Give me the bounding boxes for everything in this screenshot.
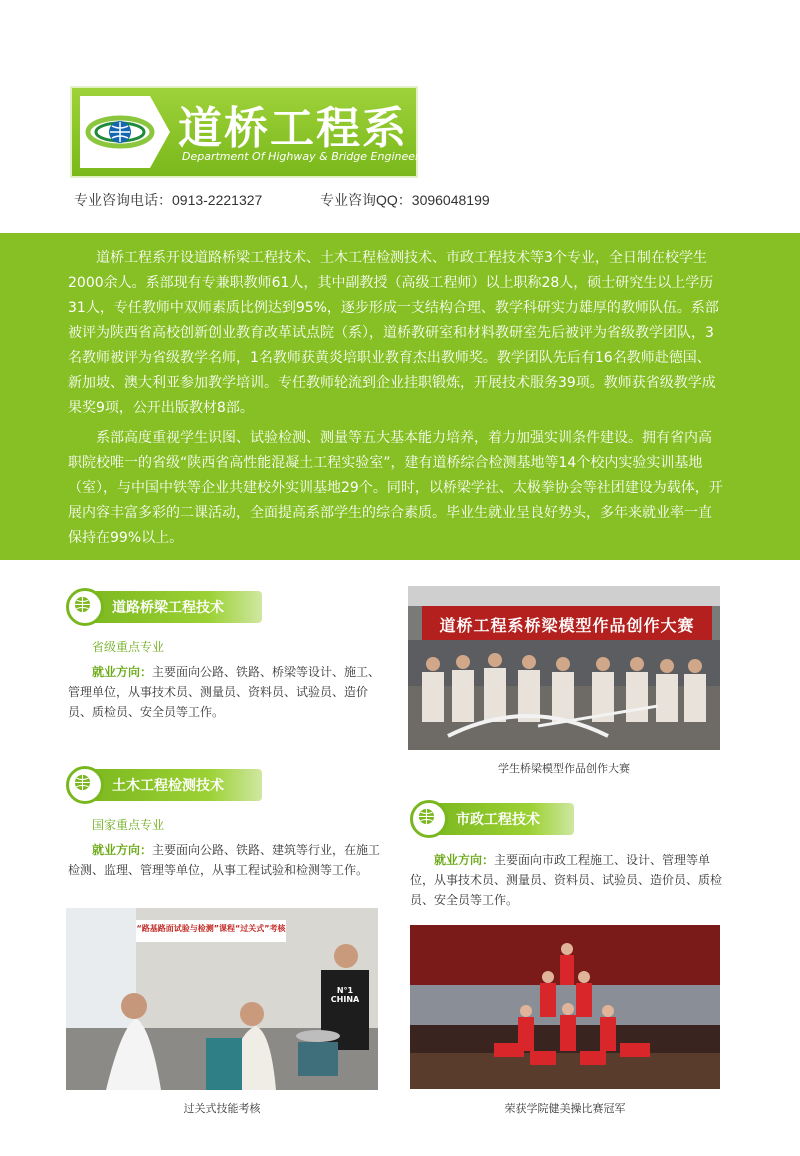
major-employment xyxy=(68,662,384,722)
employment-text: 主要面向公路、铁路、建筑等行业，在施工检测、监理、管理等单位，从事工程试验和检测等工作。 xyxy=(68,843,381,877)
major-header-municipal xyxy=(410,800,574,838)
intro-section xyxy=(0,233,800,560)
photo-lab-assessment xyxy=(66,908,378,1090)
major-employment xyxy=(68,840,384,880)
globe-icon xyxy=(66,588,104,626)
contact-phone: 专业咨询电话：0913-2221327 xyxy=(74,192,263,208)
aerobics-stage-scene xyxy=(410,925,720,1089)
logo-subtitle: Department Of Highway & Bridge Engineering xyxy=(182,150,437,163)
major-title: 市政工程技术 xyxy=(456,812,540,828)
globe-icon xyxy=(410,800,448,838)
globe-icon xyxy=(66,766,104,804)
globe-swoosh-icon xyxy=(80,96,172,168)
caption-bridge-contest: 学生桥梁模型作品创作大赛 xyxy=(498,762,630,775)
lab-banner-text: “路基路面试验与检测”课程“过关式”考核 xyxy=(136,924,286,933)
major-title: 道路桥梁工程技术 xyxy=(112,600,224,616)
department-logo xyxy=(70,86,437,178)
major-title: 土木工程检测技术 xyxy=(112,778,224,794)
major-header-civil-testing xyxy=(66,766,262,804)
intro-paragraph-2: 系部高度重视学生识图、试验检测、测量等五大基本能力培养，着力加强实训条件建设。拥有省内高职院校唯一的省级“陕西省高性能混凝土工程实验室”，建有道桥综合检测基地等14个校内实验实训基地（室），与中国中铁等企业共建校外实训基地29个。同时，以桥梁学社、太极拳协会等社团建设为载体，开展内容丰富多彩的二课活动，全面提高系部学生的综合素质。毕业生就业呈良好势头，多年来就业率一直保持在99%以上。 xyxy=(68,430,723,546)
employment-label: 就业方向： xyxy=(92,843,153,857)
intro-paragraph-1: 道桥工程系开设道路桥梁工程技术、土木工程检测技术、市政工程技术等3个专业，全日制在校学生2000余人。系部现有专兼职教师61人，其中副教授（高级工程师）以上职称28人，硕士研究生以上学历31人，专任教师中双师素质比例达到95%，逐步形成一支结构合理、教学科研实力雄厚的教师队伍。系部被评为陕西省高校创新创业教育改革试点院（系），道桥教研室和材料教研室先后被评为省级教学团队，3名教师被评为省级教学名师，1名教师获黄炎培职业教育杰出教师奖。教学团队先后有16名教师赴德国、新加坡、澳大利亚参加教学培训。专任教师轮流到企业挂职锻炼，开展技术服务39项。教师获省级教学成果奖9项，公开出版教材8部。 xyxy=(68,250,719,416)
contest-banner-text: 道桥工程系桥梁模型作品创作大赛 xyxy=(439,616,695,635)
caption-lab-assessment: 过关式技能考核 xyxy=(183,1102,261,1115)
major-header-road-bridge xyxy=(66,588,262,626)
employment-text: 主要面向公路、铁路、桥梁等设计、施工、管理单位，从事技术员、测量员、资料员、试验员、造价员、质检员、安全员等工作。 xyxy=(68,665,381,719)
logo-title: 道桥工程系 xyxy=(178,103,408,154)
major-employment xyxy=(410,850,722,910)
photo-aerobics-champion xyxy=(410,925,720,1089)
major-level: 省级重点专业 xyxy=(92,640,165,654)
shirt-print-text: N°1 CHINA xyxy=(330,986,360,1004)
employment-label: 就业方向： xyxy=(434,853,495,867)
major-level: 国家重点专业 xyxy=(92,818,165,832)
contact-qq: 专业咨询QQ：3096048199 xyxy=(320,192,490,208)
bridge-contest-scene xyxy=(408,586,720,750)
employment-label: 就业方向： xyxy=(92,665,153,679)
photo-bridge-model-contest xyxy=(408,586,720,750)
caption-aerobics: 荣获学院健美操比赛冠军 xyxy=(504,1102,626,1115)
employment-text: 主要面向市政工程施工、设计、管理等单位，从事技术员、测量员、资料员、试验员、造价员、质检员、安全员等工作。 xyxy=(410,853,723,907)
